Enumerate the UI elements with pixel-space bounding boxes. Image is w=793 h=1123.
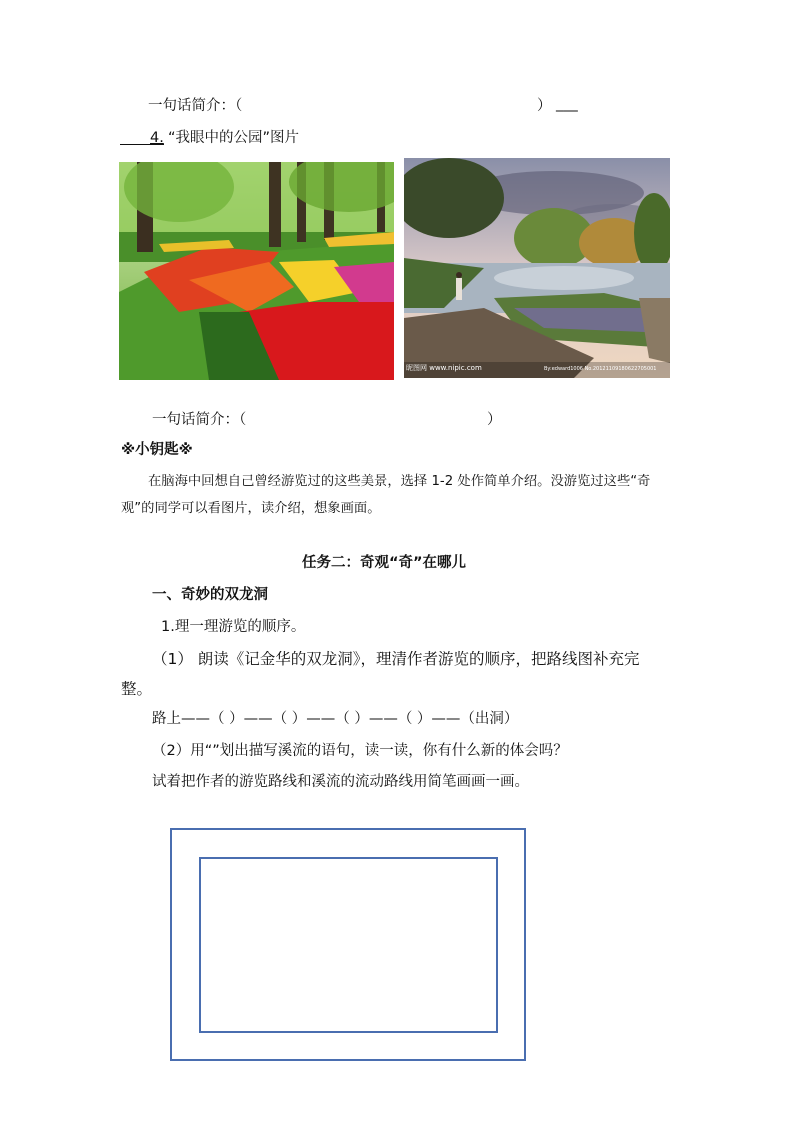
intro-label-1: 一句话简介：（ — [148, 98, 243, 114]
question-1-3: 试着把作者的游览路线和溪流的流动路线用简笔画画一画。 — [152, 774, 529, 790]
item4-number: 4. — [150, 130, 164, 146]
question-1-2: （2）用“”划出描写溪流的语句，读一读，你有什么新的体会吗？ — [152, 743, 568, 759]
intro-close-1: ） — [537, 98, 552, 114]
key-tip-para-line1: 在脑海中回想自己曾经游览过的这些美景，选择 1-2 处作简单介绍。没游览过这些“奇 — [148, 474, 651, 489]
park-lake-photo — [404, 158, 670, 378]
intro-close-2: ） — [487, 412, 502, 428]
key-tip-heading: ※小钥匙※ — [121, 442, 193, 458]
key-tip-para-line2: 观”的同学可以看图片，读介绍，想象画面。 — [121, 501, 381, 516]
task2-title: 任务二：奇观“奇”在哪儿 — [302, 555, 467, 571]
drawing-area-inner-frame — [199, 857, 498, 1033]
section1-heading: 一、奇妙的双龙洞 — [152, 587, 268, 603]
question-1-1-line1: （1） 朗读《记金华的双龙洞》，理清作者游览的顺序，把路线图补充完 — [152, 650, 640, 668]
question-1-1-line2: 整。 — [121, 680, 153, 698]
route-map: 路上——（ ）——（ ）——（ ）——（ ）——（出洞） — [152, 711, 519, 727]
question-1: 1.理一理游览的顺序。 — [161, 619, 306, 635]
tulip-garden-photo — [119, 162, 394, 380]
item4-title: “我眼中的公园”图片 — [168, 130, 300, 146]
intro-label-2: 一句话简介：（ — [152, 412, 247, 428]
watermark-left: 昵图网 www.nipic.com — [406, 364, 482, 372]
intro-trail-1: ___ — [556, 96, 578, 112]
watermark-right: By:edward1006 No.20121109180622705001 — [544, 366, 657, 372]
